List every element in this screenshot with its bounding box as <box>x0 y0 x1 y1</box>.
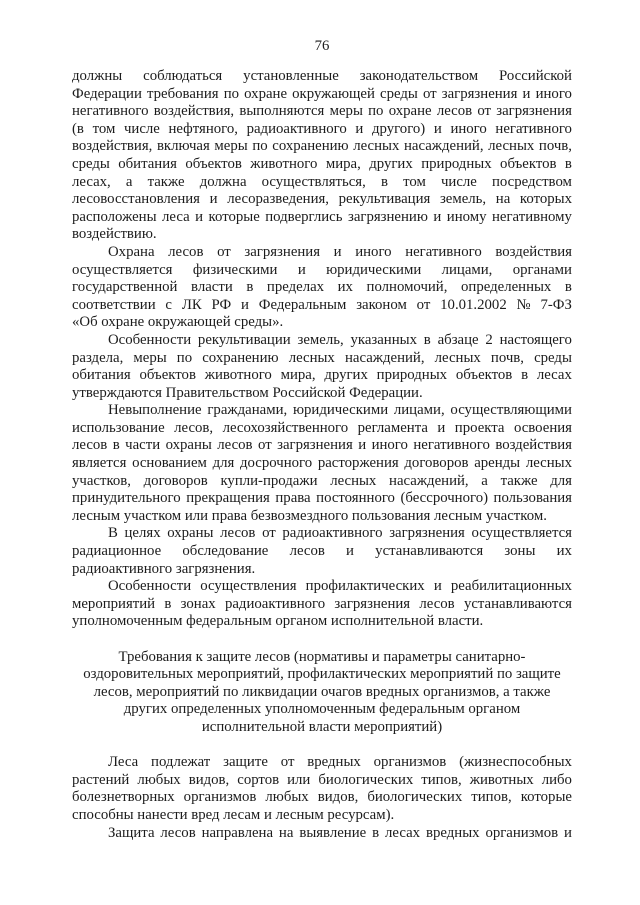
word: лесов <box>160 824 196 841</box>
word: лесах, <box>72 173 111 190</box>
word: объектов <box>139 367 196 384</box>
word: животного <box>250 155 318 172</box>
paragraph <box>72 402 572 525</box>
word: лесных <box>488 138 535 155</box>
word: настоящего <box>499 331 572 348</box>
word: охраны <box>167 525 214 542</box>
word: и <box>433 578 442 595</box>
word: расположены <box>72 208 157 225</box>
word: либо <box>541 771 572 788</box>
word: болезнетворных <box>72 789 175 806</box>
word: и <box>433 120 442 137</box>
word: негативного <box>495 120 572 137</box>
text-line <box>72 367 572 385</box>
word: негативного <box>413 437 490 454</box>
section-body <box>72 68 572 631</box>
word: охране <box>244 85 288 102</box>
word: устанавливаются <box>463 595 572 612</box>
text-line <box>72 86 572 104</box>
word: участков, <box>72 472 131 489</box>
text-line <box>72 174 572 192</box>
word: от <box>262 525 276 542</box>
word: воздействия <box>495 243 572 260</box>
word: проекта <box>454 419 505 436</box>
word: которые <box>520 789 572 806</box>
word: включая <box>156 138 210 155</box>
word: расторжения <box>317 455 399 472</box>
word: лесов, <box>174 419 214 436</box>
word: осуществляется <box>471 525 572 542</box>
word: лесов <box>72 437 108 454</box>
word: защите <box>223 754 268 771</box>
heading-line: лесов, мероприятий по ликвидации очагов вредных организмов, а также <box>93 683 551 700</box>
word: лицами, <box>441 261 493 278</box>
word: том <box>92 120 116 137</box>
word: Федерации <box>72 85 142 102</box>
word: сортов <box>237 771 280 788</box>
text-line: утверждаются Правительством Российской Федерации. <box>72 384 423 401</box>
word: природных <box>421 155 492 172</box>
word: требования <box>147 85 219 102</box>
word: лесов <box>436 103 473 120</box>
word: принудительного <box>72 490 181 507</box>
word: иного <box>371 437 408 454</box>
word: негативному <box>491 208 572 225</box>
word: загрязнения <box>389 525 465 542</box>
text-line <box>72 525 572 543</box>
page-number: 76 <box>314 38 330 54</box>
heading-line: Требования к защите лесов (нормативы и параметры санитарно- <box>118 648 526 665</box>
word: и <box>241 296 249 313</box>
word: земель, <box>439 191 487 208</box>
word: лесных <box>434 349 481 366</box>
word: указанных <box>350 331 417 348</box>
text-line <box>72 596 572 614</box>
word: прекращения <box>186 490 270 507</box>
word: и <box>209 191 218 208</box>
word: воздействия <box>495 437 572 454</box>
text-line <box>72 103 572 121</box>
text-line <box>72 473 572 491</box>
word: для <box>550 472 572 489</box>
text-line <box>72 138 572 156</box>
word: природных <box>376 367 448 384</box>
word: пользования <box>493 490 572 507</box>
word: растений <box>72 771 130 788</box>
word: соблюдаться <box>143 68 223 84</box>
word: подверглись <box>265 208 343 225</box>
word: в <box>112 437 120 454</box>
word: 2 <box>485 331 493 348</box>
word: РФ <box>211 296 232 313</box>
word: сохранению <box>202 349 279 366</box>
word: раздела, <box>72 349 124 366</box>
word: том <box>403 173 426 190</box>
word: зоны <box>504 543 536 560</box>
word: воздействия, <box>153 103 235 120</box>
word: законом <box>356 296 407 313</box>
word: охраны <box>165 437 212 454</box>
heading-line: других определенных уполномоченным федеральным органом <box>123 701 521 718</box>
word: для <box>212 455 235 472</box>
text-line <box>72 437 572 455</box>
word: типов, <box>421 771 462 788</box>
word: иного <box>450 120 487 137</box>
word: любых <box>265 789 309 806</box>
word: леса <box>162 208 190 225</box>
text-line <box>72 490 572 508</box>
word: физическими <box>192 261 278 278</box>
word: осуществления <box>200 578 297 595</box>
paragraph <box>72 825 572 843</box>
word: других <box>324 367 368 384</box>
word: их <box>337 279 353 296</box>
word: пределах <box>266 279 325 296</box>
word: биологических <box>318 771 414 788</box>
text-line <box>72 772 572 790</box>
word: лесов <box>419 595 455 612</box>
word: и <box>564 824 572 841</box>
word: загрязнения <box>496 103 572 120</box>
word: Российской <box>499 68 572 84</box>
word: и <box>333 243 342 260</box>
word: радиоактивного <box>282 525 383 542</box>
text-line: уполномоченным федеральным органом исполнительной власти. <box>72 613 484 630</box>
word: обитания <box>118 155 177 172</box>
word: от <box>416 296 431 313</box>
word: объектов <box>185 155 242 172</box>
word: зонах <box>180 595 216 612</box>
word: досрочного <box>240 455 313 472</box>
word: лесов <box>220 525 256 542</box>
paragraph <box>72 68 572 244</box>
word: установленные <box>243 68 339 84</box>
word: права <box>275 490 311 507</box>
word: лесов <box>289 543 325 560</box>
word: полномочий, <box>366 279 448 296</box>
word: законодательством <box>359 68 479 84</box>
word: в <box>372 824 380 841</box>
word: выявление <box>299 824 367 841</box>
word: гражданами, <box>207 402 288 419</box>
word: власти <box>191 279 233 296</box>
word: лесных <box>288 349 335 366</box>
word: также <box>500 472 538 489</box>
word: и <box>346 543 354 560</box>
word: и <box>355 120 364 137</box>
word: загрязнения <box>244 243 321 260</box>
word: среды <box>534 349 572 366</box>
word: радиоактивного <box>246 120 347 137</box>
word: лесах <box>385 824 421 841</box>
word: 10.01.2002 <box>440 296 507 313</box>
word: и <box>522 85 531 102</box>
word: а <box>481 472 488 489</box>
word: рекультивации <box>197 331 291 348</box>
word: объектов <box>500 155 557 172</box>
word: ЛК <box>181 296 202 313</box>
word: 7-ФЗ <box>540 296 572 313</box>
word: осуществляющими <box>450 402 572 419</box>
word: В <box>108 525 118 542</box>
word: а <box>125 173 133 190</box>
word: в <box>246 279 254 296</box>
word: организмов <box>373 754 447 771</box>
word: и <box>297 261 306 278</box>
word: радиационное <box>72 543 162 560</box>
word: Особенности <box>108 331 192 348</box>
word: лесных <box>525 455 572 472</box>
word: в <box>564 155 572 172</box>
word: видов, <box>317 789 359 806</box>
text-line <box>72 543 572 561</box>
word: должна <box>199 173 247 190</box>
text-line <box>72 191 572 209</box>
paragraph <box>72 754 572 824</box>
word: (жизнеспособных <box>459 754 572 771</box>
word: реабилитационных <box>450 578 572 595</box>
word: обитания <box>72 367 131 384</box>
word: насаждений, <box>344 349 425 366</box>
word: негативного <box>405 243 482 260</box>
word: посредством <box>491 173 572 190</box>
word: и <box>195 208 204 225</box>
word: загрязнения <box>277 437 353 454</box>
word: регламента <box>357 419 428 436</box>
text-line <box>72 754 572 772</box>
word: в <box>380 173 388 190</box>
word: среды <box>72 155 110 172</box>
word: рекультивация <box>338 191 431 208</box>
word: которые <box>208 208 260 225</box>
word: мира, <box>280 367 316 384</box>
text-line <box>72 420 572 438</box>
word: договоров <box>143 472 208 489</box>
word: профилактических <box>305 578 425 595</box>
word: Федеральным <box>258 296 347 313</box>
word: объектов <box>455 367 513 384</box>
word: охране <box>388 103 432 120</box>
word: мира, <box>325 155 361 172</box>
word: основанием <box>132 455 207 472</box>
text-line: радиоактивного загрязнения. <box>72 560 256 577</box>
word: по <box>176 349 193 366</box>
section-heading <box>72 649 572 737</box>
document-body <box>72 68 572 842</box>
word: почв, <box>490 349 524 366</box>
word: типов, <box>471 789 512 806</box>
word: лесах <box>536 367 572 384</box>
word: подлежат <box>151 754 211 771</box>
word: от <box>257 437 272 454</box>
word: лесных <box>353 138 400 155</box>
word: купли-продажи <box>220 472 318 489</box>
word: направлена <box>201 824 274 841</box>
word: лесных <box>330 472 377 489</box>
word: загрязнению <box>347 208 428 225</box>
paragraph <box>72 578 572 631</box>
word: от <box>280 754 295 771</box>
word: осуществляться, <box>261 173 366 190</box>
word: почв, <box>538 138 572 155</box>
text-line <box>72 332 572 350</box>
word: любых <box>137 771 181 788</box>
text-line <box>72 279 572 297</box>
word: числе <box>440 173 477 190</box>
word: целях <box>124 525 161 542</box>
text-line <box>72 297 572 315</box>
word: организмов <box>183 789 257 806</box>
word: государственной <box>72 279 178 296</box>
text-line <box>72 68 572 86</box>
word: договоров <box>404 455 469 472</box>
word: которых <box>519 191 572 208</box>
word: окружающей <box>292 85 375 102</box>
word: Невыполнение <box>108 402 202 419</box>
text-line <box>72 244 572 262</box>
word: органами <box>512 261 572 278</box>
word: негативного <box>72 103 149 120</box>
word: или <box>287 771 311 788</box>
word: организмов <box>485 824 559 841</box>
word: меры <box>214 138 248 155</box>
word: других <box>369 155 413 172</box>
word: на <box>278 824 294 841</box>
text-line: способны нанести вред лесам и лесным ресурсам). <box>72 806 395 823</box>
word: их <box>556 543 572 560</box>
word: в <box>521 367 529 384</box>
text-line <box>72 402 572 420</box>
word: в <box>564 279 572 296</box>
word: мероприятий <box>72 595 156 612</box>
word: меры <box>329 103 363 120</box>
word: выполняются <box>239 103 325 120</box>
word: Защита <box>108 824 155 841</box>
text-line <box>72 455 572 473</box>
section-body <box>72 754 572 842</box>
word: животного <box>204 367 272 384</box>
word: насаждений, <box>403 138 484 155</box>
word: должны <box>72 68 123 84</box>
word: загрязнения <box>441 85 518 102</box>
word: сохранению <box>272 138 349 155</box>
word: осуществляется <box>72 261 173 278</box>
word: № <box>516 296 531 313</box>
text-line <box>72 350 572 368</box>
text-line: «Об охране окружающей среды». <box>72 314 284 331</box>
text-line <box>72 121 572 139</box>
word: абзаце <box>437 331 479 348</box>
paragraph <box>72 525 572 578</box>
word: по <box>368 103 384 120</box>
word: является <box>72 455 127 472</box>
word: юридическими <box>326 261 422 278</box>
word: от <box>477 103 491 120</box>
word: лесов <box>217 437 253 454</box>
word: в <box>164 595 172 612</box>
word: лесоразведения, <box>227 191 330 208</box>
text-line: лесным участком или права безвозмездного пользования лесным участком. <box>72 507 547 524</box>
word: устанавливаются <box>375 543 484 560</box>
word: и <box>358 437 367 454</box>
word: использование <box>72 419 165 436</box>
word: определенных <box>461 279 552 296</box>
paragraph <box>72 244 572 332</box>
word: земель, <box>297 331 344 348</box>
text-line <box>72 789 572 807</box>
word: числе <box>123 120 160 137</box>
word: и <box>437 419 446 436</box>
word: обследование <box>182 543 269 560</box>
word: от <box>217 243 231 260</box>
word: по <box>223 85 240 102</box>
word: лесов <box>168 243 204 260</box>
text-line <box>72 262 572 280</box>
word: по <box>252 138 268 155</box>
word: лесовосстановления <box>72 191 200 208</box>
word: на <box>495 191 511 208</box>
heading-line: исполнительной власти мероприятий) <box>201 718 443 735</box>
word: лесохозяйственного <box>222 419 349 436</box>
text-line <box>72 578 572 596</box>
word: воздействия, <box>72 138 153 155</box>
word: вредных <box>307 754 361 771</box>
word: загрязнения <box>334 595 411 612</box>
word: постоянного <box>316 490 395 507</box>
word: насаждений, <box>389 472 469 489</box>
word: аренды <box>474 455 521 472</box>
word: животных <box>469 771 534 788</box>
word: другого) <box>371 120 426 137</box>
text-line <box>72 209 572 227</box>
word: юридическими <box>292 402 389 419</box>
word: в <box>423 331 431 348</box>
text-line <box>72 156 572 174</box>
text-line <box>72 825 572 843</box>
word: среды <box>380 85 418 102</box>
heading-line: оздоровительных мероприятий, профилактических мероприятий по защите <box>83 666 561 683</box>
word: соответствии <box>72 296 156 313</box>
word: освоения <box>513 419 572 436</box>
word: иного <box>535 85 572 102</box>
text-line: воздействию. <box>72 226 157 243</box>
word: радиоактивного <box>224 595 326 612</box>
word: Леса <box>108 754 139 771</box>
word: нефтяного, <box>168 120 238 137</box>
word: вредных <box>425 824 480 841</box>
word: (бессрочного) <box>400 490 489 507</box>
word: видов, <box>188 771 230 788</box>
word: также <box>147 173 185 190</box>
word: иного <box>355 243 392 260</box>
word: с <box>165 296 172 313</box>
word: от <box>422 85 437 102</box>
word: Особенности <box>108 578 192 595</box>
paragraph <box>72 332 572 402</box>
word: иному <box>446 208 487 225</box>
word: меры <box>133 349 167 366</box>
word: (в <box>72 120 84 137</box>
word: Охрана <box>108 243 155 260</box>
word: лицами, <box>393 402 445 419</box>
word: и <box>433 208 442 225</box>
word: биологических <box>367 789 463 806</box>
word: части <box>125 437 161 454</box>
